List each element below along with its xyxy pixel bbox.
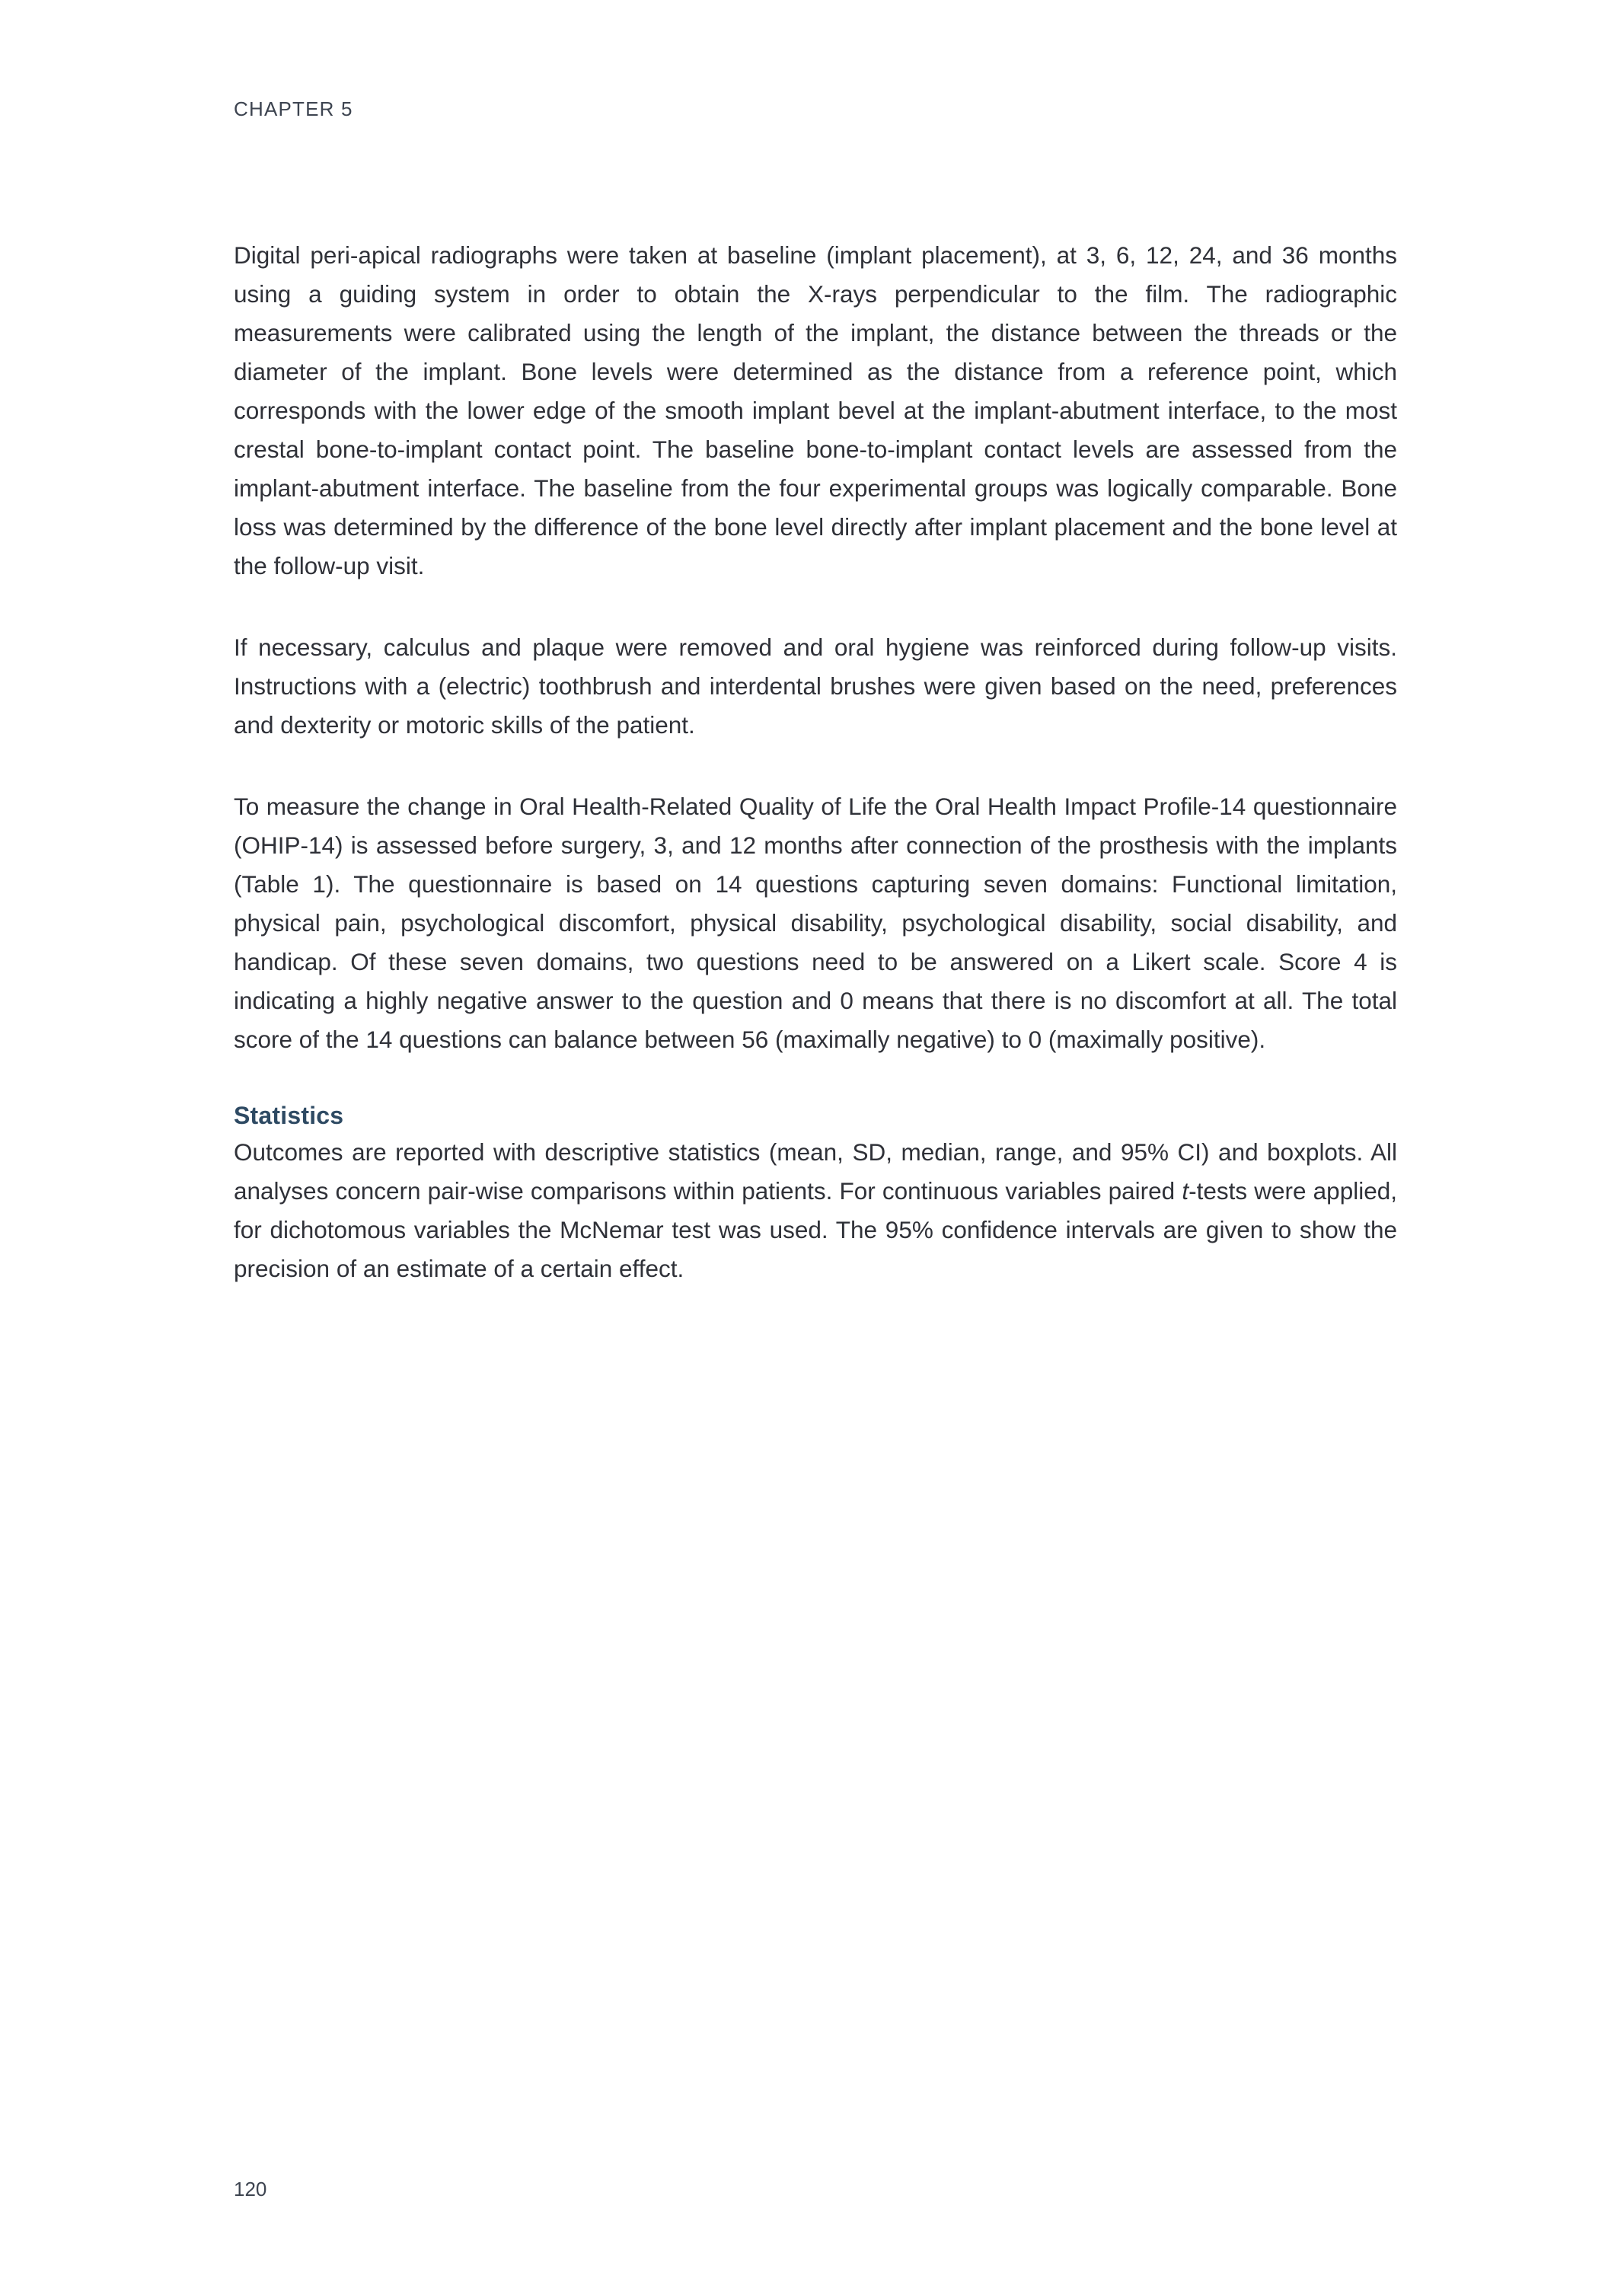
section-heading-statistics: Statistics xyxy=(234,1102,344,1130)
paragraph-radiographs: Digital peri-apical radiographs were taken at baseline (implant placement), at 3, 6, 12, 24, and 36 months using a guiding system in order to obtain the X-rays perpendicular to the film. The radiographic measurements were calibrated using the length of the implant, the distance between the threads or the diameter of the implant. Bone levels were determined as the distance from a reference point, which corresponds with the lower edge of the smooth implant bevel at the implant-abutment interface, to the most crestal bone-to-implant contact point. The baseline bone-to-implant contact levels are assessed from the implant-abutment interface. The baseline from the four experimental groups was logically comparable. Bone loss was determined by the difference of the bone level directly after implant placement and the bone level at the follow-up visit. xyxy=(234,241,1397,580)
page-number: 120 xyxy=(234,2178,267,2200)
page-content xyxy=(234,236,1397,1288)
paragraph-statistics xyxy=(234,1133,1397,1288)
running-head: CHAPTER 5 xyxy=(234,97,353,120)
statistics-text-part-1: Outcomes are reported with descriptive statistics (mean, SD, median, range, and 95% CI) and boxplots. All analyses concern pair-wise comparisons within patients. For continuous variables paired xyxy=(234,1138,1397,1205)
paragraph-oral-hygiene: If necessary, calculus and plaque were removed and oral hygiene was reinforced during follow-up visits. Instructions with a (electric) toothbrush and interdental brushes were given based on the need, preferences and dexterity or motoric skills of the patient. xyxy=(234,633,1397,739)
statistics-italic-term: t xyxy=(1182,1177,1189,1205)
paragraph-ohip: To measure the change in Oral Health-Related Quality of Life the Oral Health Impact Profile-14 questionnaire (OHIP-14) is assessed before surgery, 3, and 12 months after connection of the prosthesis with the implants (Table 1). The questionnaire is based on 14 questions capturing seven domains: Functional limitation, physical pain, psychological discomfort, physical disability, psychological disability, social disability, and handicap. Of these seven domains, two questions need to be answered on a Likert scale. Score 4 is indicating a highly negative answer to the question and 0 means that there is no discomfort at all. The total score of the 14 questions can balance between 56 (maximally negative) to 0 (maximally positive). xyxy=(234,793,1397,1054)
statistics-text-part-2: -tests were applied, for dichotomous variables the McNemar test was used. The 95% confidence intervals are given to show the precision of an estimate of a certain effect. xyxy=(234,1177,1398,1283)
